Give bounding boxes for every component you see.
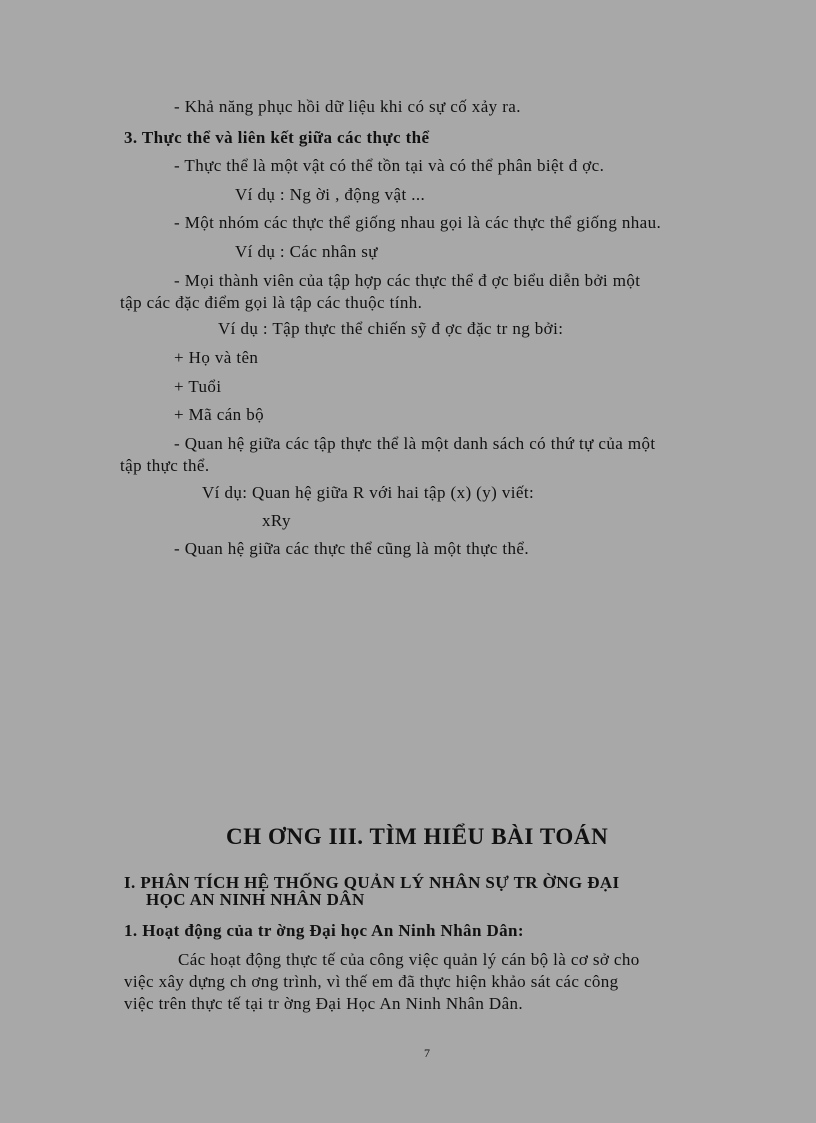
chapter-title: CH ƠNG III. TÌM HIỂU BÀI TOÁN	[226, 824, 609, 849]
list-item: + Mã cán bộ	[174, 405, 264, 424]
example-line: Ví dụ: Quan hệ giữa R với hai tập (x) (y) viết:	[202, 483, 535, 502]
paragraph-relations	[120, 433, 730, 477]
text-line: - Mọi thành viên của tập hợp các thực thể đ ợc biểu diễn bởi một	[174, 271, 641, 290]
text-line: tập các đặc điểm gọi là tập các thuộc tính.	[120, 293, 423, 312]
text-line: tập thực thể.	[120, 456, 210, 475]
example-line: Ví dụ : Tập thực thể chiến sỹ đ ợc đặc tr ng bởi:	[218, 319, 564, 338]
list-item: + Họ và tên	[174, 348, 259, 367]
text-line: - Một nhóm các thực thể giống nhau gọi là các thực thể giống nhau.	[174, 213, 662, 232]
text-line: - Khả năng phục hồi dữ liệu khi có sự cố xảy ra.	[174, 97, 521, 116]
subsection-heading: 1. Hoạt động của tr ờng Đại học An Ninh Nhân Dân:	[124, 921, 524, 940]
example-line: Ví dụ : Các nhân sự	[235, 242, 378, 261]
text-line: việc trên thực tế tại tr ờng Đại Học An Ninh Nhân Dân.	[124, 994, 524, 1013]
section-heading: I. PHÂN TÍCH HỆ THỐNG QUẢN LÝ NHÂN SỰ TR ỜNG ĐẠI	[124, 873, 620, 892]
formula-line: xRy	[262, 511, 291, 530]
text-line: việc xây dựng ch ơng trình, vì thế em đã thực hiện khảo sát các công	[124, 972, 619, 991]
text-line: - Thực thể là một vật có thể tồn tại và có thể phân biệt đ ợc.	[174, 156, 605, 175]
text-line: Các hoạt động thực tế của công việc quản lý cán bộ là cơ sở cho	[178, 950, 640, 969]
section-heading-cont: HỌC AN NINH NHÂN DÂN	[146, 890, 365, 909]
text-line: - Quan hệ giữa các thực thể cũng là một thực thể.	[174, 539, 530, 558]
list-item: + Tuổi	[174, 377, 222, 396]
example-line: Ví dụ : Ng ời , động vật ...	[235, 185, 426, 204]
paragraph-attributes	[120, 270, 730, 314]
page-number: 7	[424, 1046, 431, 1060]
text-line: - Quan hệ giữa các tập thực thể là một danh sách có thứ tự của một	[174, 434, 656, 453]
heading-entities: 3. Thực thể và liên kết giữa các thực thể	[124, 128, 430, 147]
paragraph-activities	[124, 949, 730, 1015]
